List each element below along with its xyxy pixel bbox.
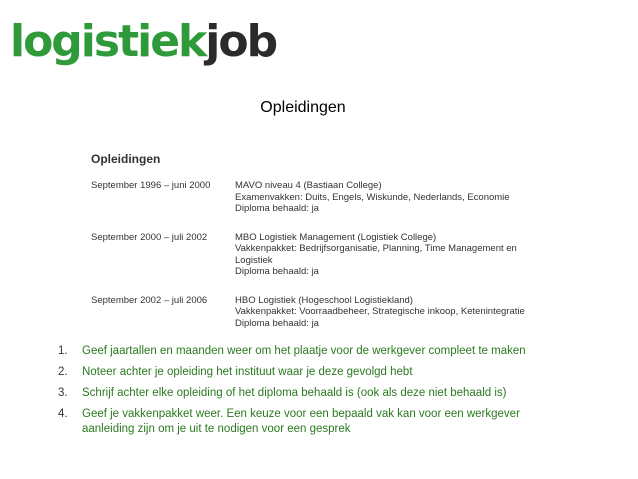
cv-period: September 1996 – juni 2000 <box>91 180 211 191</box>
cv-diploma: Diploma behaald: ja <box>235 203 319 214</box>
cv-detail <box>235 180 561 215</box>
tip-text: Schrijf achter elke opleiding of het diploma behaald is (ook als deze niet behaald is) <box>82 387 507 399</box>
logo-text-job: job <box>205 16 277 67</box>
tip-text: Geef jaartallen en maanden weer om het plaatje voor de werkgever compleet te maken <box>82 345 526 357</box>
cv-subjects: Examenvakken: Duits, Engels, Wiskunde, Nederlands, Economie <box>235 191 510 203</box>
tip-number: 3. <box>58 387 68 399</box>
cv-period: September 2000 – juli 2002 <box>91 231 208 243</box>
cv-entry <box>91 232 561 278</box>
cv-period: September 2002 – juli 2006 <box>91 294 208 306</box>
slide-title: Opleidingen <box>260 99 346 116</box>
cv-diploma: Diploma behaald: ja <box>235 317 319 329</box>
cv-heading: Opleidingen <box>91 152 161 166</box>
cv-school: HBO Logistiek (Hogeschool Logistiekland) <box>235 294 413 306</box>
logo-text-logistiek: logistiek <box>10 16 206 67</box>
tip-number: 1. <box>58 345 68 357</box>
cv-diploma: Diploma behaald: ja <box>235 266 319 277</box>
tip-number: 2. <box>58 366 68 378</box>
tips-list <box>58 344 578 443</box>
logo <box>10 16 277 67</box>
tip-number: 4. <box>58 408 68 420</box>
cv-education-example <box>91 152 561 346</box>
tip-item <box>58 365 578 380</box>
tip-item <box>58 386 578 401</box>
cv-subjects: Vakkenpakket: Bedrijfsorganisatie, Planning, Time Management en Logistiek <box>235 243 517 266</box>
cv-detail <box>235 232 561 278</box>
tip-text: Noteer achter je opleiding het instituut waar je deze gevolgd hebt <box>82 366 413 378</box>
cv-entry <box>91 180 561 215</box>
cv-school: MBO Logistiek Management (Logistiek College) <box>235 231 437 243</box>
cv-subjects: Vakkenpakket: Voorraadbeheer, Strategische inkoop, Ketenintegratie <box>235 306 525 317</box>
tip-text: Geef je vakkenpakket weer. Een keuze voor een bepaald vak kan voor een werkgever aanleiding zijn om je uit te nodigen voor een gesprek <box>82 408 520 435</box>
cv-detail <box>235 295 561 330</box>
cv-entry <box>91 295 561 330</box>
tip-item <box>58 344 578 359</box>
tip-item <box>58 407 578 437</box>
cv-school: MAVO niveau 4 (Bastiaan College) <box>235 180 382 191</box>
